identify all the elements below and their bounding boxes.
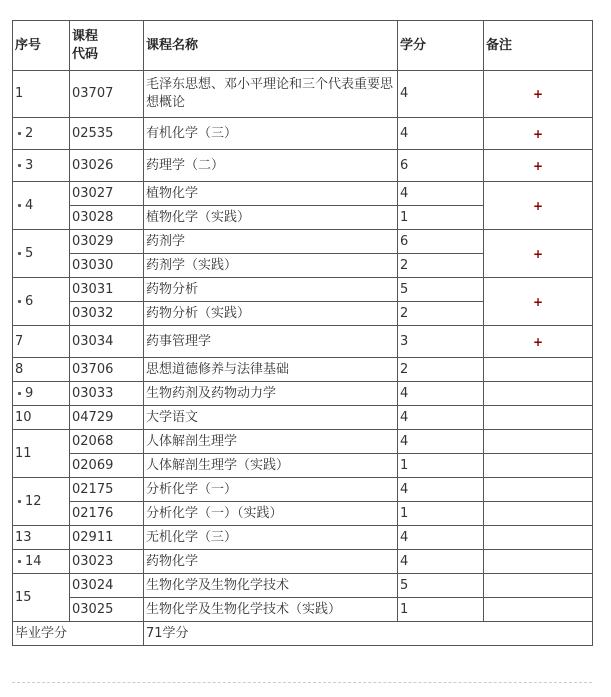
footer-label: 毕业学分 — [13, 622, 144, 646]
plus-icon: + — [532, 198, 544, 213]
table-row — [13, 478, 593, 502]
cell-code: 02175 — [70, 478, 144, 502]
cell-credit: 4 — [398, 118, 484, 150]
plus-icon: + — [532, 294, 544, 309]
seq-text: 5 — [25, 245, 34, 261]
cell-name: 药剂学 — [144, 230, 398, 254]
cell-credit: 6 — [398, 230, 484, 254]
plus-icon: + — [532, 87, 544, 101]
cell-remark — [484, 118, 593, 150]
cell-credit: 4 — [398, 550, 484, 574]
cell-credit: 2 — [398, 254, 484, 278]
header-seq: 序号 — [13, 21, 70, 71]
cell-credit: 5 — [398, 574, 484, 598]
seq-text: 3 — [25, 157, 34, 173]
cell-credit: 4 — [398, 430, 484, 454]
cell-name: 植物化学 — [144, 182, 398, 206]
bullet-icon — [18, 252, 21, 255]
cell-remark — [484, 358, 593, 382]
header-code — [70, 21, 144, 71]
cell-name: 药物化学 — [144, 550, 398, 574]
cell-credit: 6 — [398, 150, 484, 182]
cell-name: 药物分析（实践） — [144, 302, 398, 326]
cell-code: 03707 — [70, 71, 144, 118]
header-remark: 备注 — [484, 21, 593, 71]
table-row — [13, 526, 593, 550]
cell-credit: 2 — [398, 302, 484, 326]
cell-seq — [13, 278, 70, 326]
cell-seq — [13, 230, 70, 278]
cell-remark — [484, 430, 593, 454]
cell-code: 02176 — [70, 502, 144, 526]
seq-text: 6 — [25, 293, 34, 309]
table-row — [13, 278, 593, 302]
cell-name: 大学语文 — [144, 406, 398, 430]
table-row — [13, 358, 593, 382]
cell-seq: 13 — [13, 526, 70, 550]
cell-remark — [484, 598, 593, 622]
cell-code: 03030 — [70, 254, 144, 278]
cell-seq — [13, 118, 70, 150]
table-row — [13, 598, 593, 622]
cell-code: 04729 — [70, 406, 144, 430]
footer-row — [13, 622, 593, 646]
seq-text: 12 — [25, 493, 42, 509]
cell-remark — [484, 406, 593, 430]
header-row — [13, 21, 593, 71]
cell-seq: 1 — [13, 71, 70, 118]
cell-seq — [13, 382, 70, 406]
header-code-line2: 代码 — [72, 46, 99, 62]
table-row — [13, 118, 593, 150]
cell-seq — [13, 150, 70, 182]
plus-icon: + — [532, 158, 544, 173]
cell-name: 生物化学及生物化学技术 — [144, 574, 398, 598]
cell-name: 毛泽东思想、邓小平理论和三个代表重要思想概论 — [144, 71, 398, 118]
cell-credit: 4 — [398, 182, 484, 206]
header-name: 课程名称 — [144, 21, 398, 71]
cell-code: 03706 — [70, 358, 144, 382]
cell-code: 03028 — [70, 206, 144, 230]
course-table — [12, 20, 593, 646]
cell-code: 02911 — [70, 526, 144, 550]
cell-remark — [484, 230, 593, 278]
cell-remark — [484, 550, 593, 574]
cell-code: 03032 — [70, 302, 144, 326]
cell-remark — [484, 454, 593, 478]
cell-code: 03023 — [70, 550, 144, 574]
course-table-body — [13, 21, 593, 646]
cell-seq: 10 — [13, 406, 70, 430]
table-row — [13, 430, 593, 454]
table-row — [13, 230, 593, 254]
cell-name: 药事管理学 — [144, 326, 398, 358]
cell-name: 人体解剖生理学 — [144, 430, 398, 454]
cell-name: 药剂学（实践） — [144, 254, 398, 278]
header-credit: 学分 — [398, 21, 484, 71]
cell-credit: 4 — [398, 478, 484, 502]
plus-icon: + — [532, 246, 544, 261]
cell-seq — [13, 182, 70, 230]
seq-text: 4 — [25, 197, 34, 213]
bullet-icon — [18, 500, 21, 503]
table-row — [13, 150, 593, 182]
cell-name: 生物化学及生物化学技术（实践） — [144, 598, 398, 622]
seq-text: 14 — [25, 553, 42, 569]
cell-name: 人体解剖生理学（实践） — [144, 454, 398, 478]
cell-code: 03029 — [70, 230, 144, 254]
bullet-icon — [18, 204, 21, 207]
table-row — [13, 502, 593, 526]
bullet-icon — [18, 560, 21, 563]
cell-credit: 5 — [398, 278, 484, 302]
cell-credit: 4 — [398, 382, 484, 406]
cell-code: 03027 — [70, 182, 144, 206]
cell-code: 03031 — [70, 278, 144, 302]
cell-code: 03025 — [70, 598, 144, 622]
cell-credit: 4 — [398, 526, 484, 550]
cell-name: 药物分析 — [144, 278, 398, 302]
cell-remark — [484, 71, 593, 118]
cell-remark — [484, 478, 593, 502]
cell-credit: 4 — [398, 406, 484, 430]
bullet-icon — [18, 132, 21, 135]
cell-name: 有机化学（三） — [144, 118, 398, 150]
table-row — [13, 382, 593, 406]
cell-remark — [484, 526, 593, 550]
cell-remark — [484, 326, 593, 358]
cell-credit: 2 — [398, 358, 484, 382]
footer-value: 71学分 — [144, 622, 593, 646]
table-row — [13, 182, 593, 206]
cell-code: 03024 — [70, 574, 144, 598]
table-row — [13, 406, 593, 430]
cell-seq — [13, 478, 70, 526]
bullet-icon — [18, 392, 21, 395]
cell-credit: 1 — [398, 454, 484, 478]
cell-name: 无机化学（三） — [144, 526, 398, 550]
bullet-icon — [18, 164, 21, 167]
cell-credit: 1 — [398, 598, 484, 622]
cell-code: 02069 — [70, 454, 144, 478]
plus-icon: + — [532, 334, 544, 349]
header-code-line1: 课程 — [72, 28, 99, 44]
cell-seq: 15 — [13, 574, 70, 622]
cell-name: 生物药剂及药物动力学 — [144, 382, 398, 406]
cell-name: 思想道德修养与法律基础 — [144, 358, 398, 382]
table-row — [13, 71, 593, 118]
cell-code: 03026 — [70, 150, 144, 182]
seq-text: 9 — [25, 385, 34, 401]
table-row — [13, 454, 593, 478]
cell-name: 分析化学（一） — [144, 478, 398, 502]
cell-code: 03033 — [70, 382, 144, 406]
cell-name: 药理学（二） — [144, 150, 398, 182]
cell-remark — [484, 278, 593, 326]
cell-remark — [484, 382, 593, 406]
seq-text: 2 — [25, 125, 34, 141]
cell-code: 02535 — [70, 118, 144, 150]
cell-seq: 11 — [13, 430, 70, 478]
cell-seq — [13, 550, 70, 574]
cell-remark — [484, 502, 593, 526]
plus-icon: + — [532, 126, 544, 141]
bullet-icon — [18, 300, 21, 303]
table-row — [13, 550, 593, 574]
cell-name: 植物化学（实践） — [144, 206, 398, 230]
bottom-divider — [12, 682, 592, 683]
cell-seq: 8 — [13, 358, 70, 382]
cell-code: 02068 — [70, 430, 144, 454]
cell-remark — [484, 574, 593, 598]
table-row — [13, 574, 593, 598]
cell-credit: 4 — [398, 71, 484, 118]
table-row — [13, 326, 593, 358]
cell-name: 分析化学（一）（实践） — [144, 502, 398, 526]
cell-code: 03034 — [70, 326, 144, 358]
cell-remark — [484, 150, 593, 182]
cell-remark — [484, 182, 593, 230]
cell-seq: 7 — [13, 326, 70, 358]
cell-credit: 1 — [398, 206, 484, 230]
cell-credit: 3 — [398, 326, 484, 358]
cell-credit: 1 — [398, 502, 484, 526]
